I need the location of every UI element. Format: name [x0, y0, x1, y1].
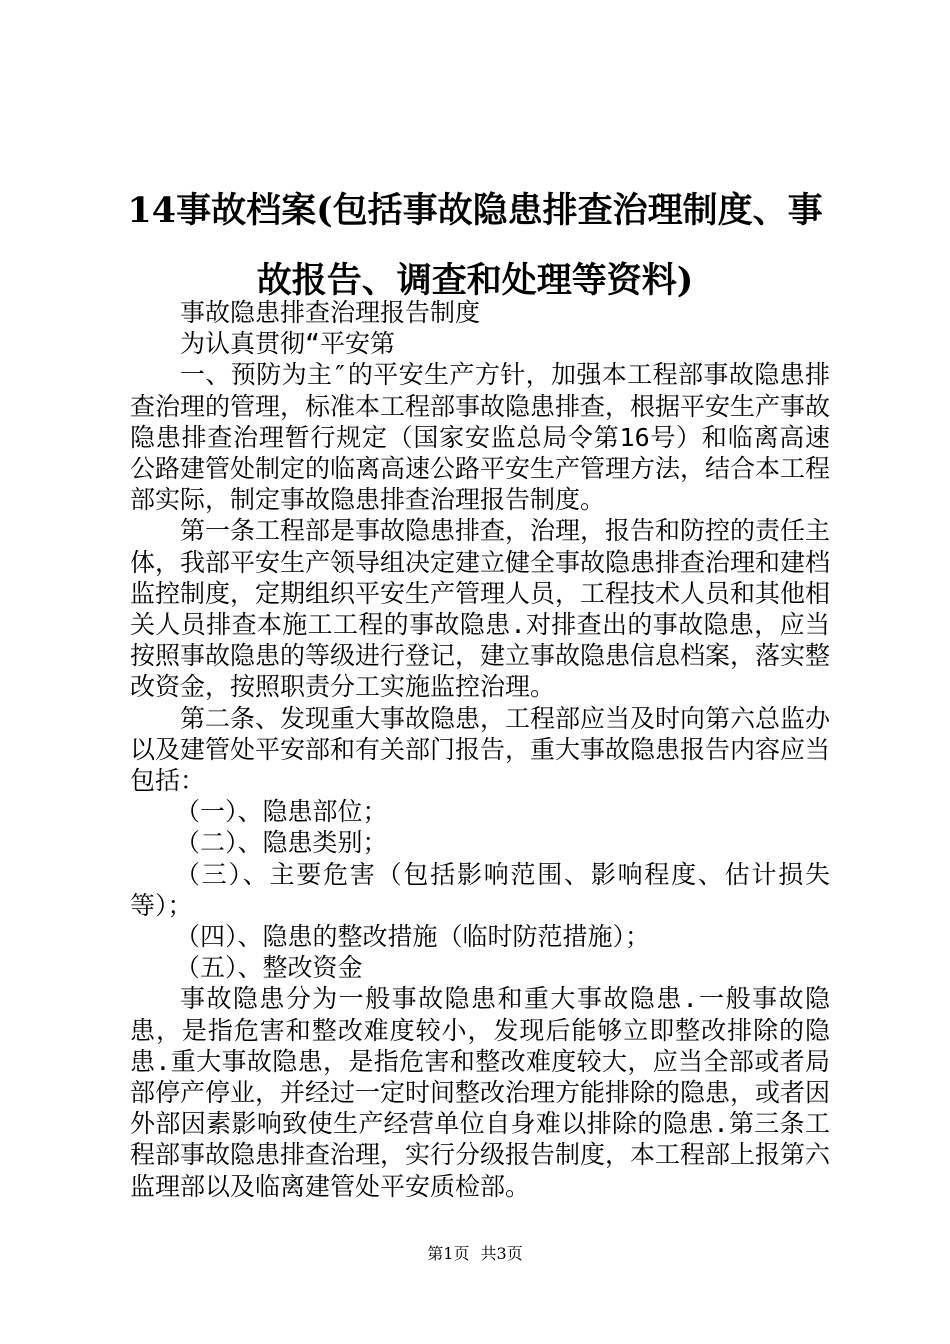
paragraph-article-1: 第一条工程部是事故隐患排查，治理，报告和防控的责任主体，我部平安生产领导组决定建立健全事故隐患排查治理和建档监控制度，定期组织平安生产管理人员，工程技术人员和其他相关人员排查本施工工程的事故隐患.对排查出的事故隐患，应当按照事故隐患的等级进行登记，建立事故隐患信息档案，落实整改资金，按照职责分工实施监控治理。	[130, 516, 831, 702]
document-title	[100, 176, 850, 316]
paragraph-closing: 事故隐患分为一般事故隐患和重大事故隐患.一般事故隐患，是指危害和整改难度较小，发现后能够立即整改排除的隐患.重大事故隐患，是指危害和整改难度较大，应当全部或者局部停产停业，并经过一定时间整改治理方能排除的隐患，或者因外部因素影响致使生产经营单位自身难以排除的隐患.第三条工程部事故隐患排查治理，实行分级报告制度，本工程部上报第六监理部以及临离建管处平安质检部。	[130, 984, 831, 1201]
paragraph-article-2: 第二条、发现重大事故隐患，工程部应当及时向第六总监办以及建管处平安部和有关部门报告，重大事故隐患报告内容应当包括：	[130, 703, 831, 796]
list-item: （二）、隐患类别；	[175, 828, 388, 858]
title-line-1: 14事故档案(包括事故隐患排查治理制度、事	[127, 190, 823, 231]
page-footer	[0, 1244, 950, 1264]
paragraph: 一、预防为主″的平安生产方针，加强本工程部事故隐患排查治理的管理，标准本工程部事故隐患排查，根据平安生产事故隐患排查治理暂行规定（国家安监总局令第16号）和临离高速公路建管处制定的临离高速公路平安生产管理方法，结合本工程部实际，制定事故隐患排查治理报告制度。	[130, 360, 831, 515]
list-item: （三）、主要危害（包括影响范围、影响程度、估计损失等）；	[130, 859, 830, 920]
page-number-total: 共3页	[480, 1244, 523, 1263]
list-item: （四）、隐患的整改措施（临时防范措施）；	[175, 922, 651, 952]
page-number-current: 第1页	[427, 1244, 470, 1263]
document-body	[130, 297, 830, 1202]
paragraph: 为认真贯彻“平安第	[180, 329, 396, 359]
list-item: （一）、隐患部位；	[175, 797, 388, 827]
list-item: （五）、整改资金	[175, 953, 363, 983]
title-line-2: 故报告、调查和处理等资料)	[256, 260, 694, 301]
section-heading: 事故隐患排查治理报告制度	[180, 298, 481, 327]
